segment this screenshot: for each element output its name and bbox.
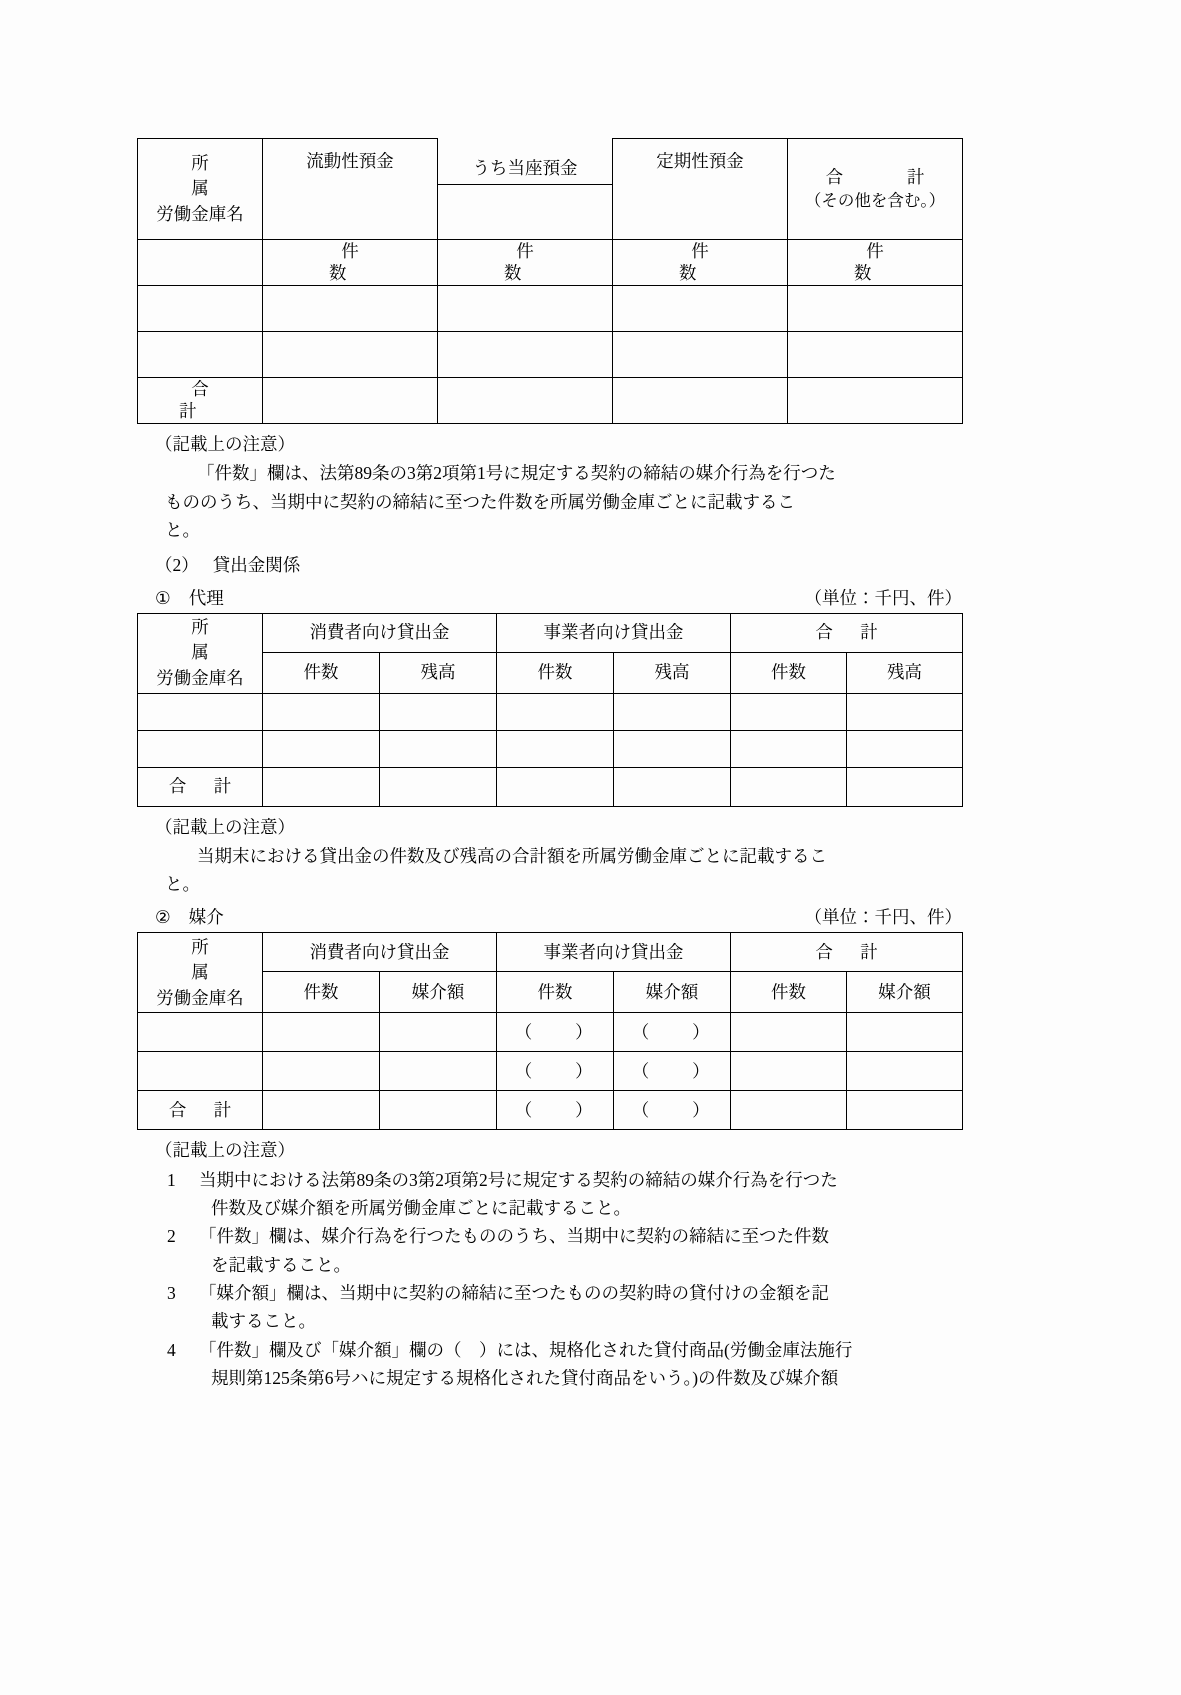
deposit-note-line-2: もののうち、当期中に契約の締結に至つた件数を所属労働金庫ごとに記載するこ	[165, 491, 795, 512]
broker-note-item-3-number: 3	[167, 1283, 176, 1304]
deposit-row-label-line1: 所 属	[191, 152, 318, 199]
deposit-row2-c3[interactable]	[613, 332, 788, 378]
subsection-agency-heading	[155, 585, 962, 610]
subsection-broker-title: 媒介	[188, 907, 224, 928]
agency-sub-total-count: 件数	[731, 652, 847, 693]
subsection-agency-title: 代理	[188, 587, 224, 608]
agency-total-c4[interactable]	[614, 767, 731, 806]
deposit-row2-c1[interactable]	[263, 332, 438, 378]
subsection-broker-left	[155, 904, 224, 929]
agency-total-label: 合 計	[138, 767, 263, 806]
broker-note-item-3-text	[199, 1279, 962, 1336]
table-row[interactable]	[138, 286, 963, 332]
agency-note-body	[137, 842, 962, 899]
agency-row-label-line2: 労働金庫名	[156, 667, 244, 688]
agency-table	[137, 613, 963, 807]
table-row[interactable]	[138, 693, 963, 730]
subsection-broker-unit: （単位：千円、件）	[804, 907, 962, 928]
broker-row2-c4[interactable]: （ ）	[614, 1052, 731, 1091]
broker-row2-c6[interactable]	[847, 1052, 963, 1091]
broker-note-item-2-line-2: を記載すること。	[211, 1254, 351, 1275]
deposit-col-total-note: （その他を含む。）	[804, 190, 946, 210]
deposit-unit-liquid-sub: 件 数	[438, 240, 613, 286]
agency-total-c6[interactable]	[847, 767, 963, 806]
deposit-row2-c4[interactable]	[788, 332, 963, 378]
agency-total-c3[interactable]	[497, 767, 614, 806]
deposit-total-row[interactable]	[138, 378, 963, 424]
broker-sub-consumer-amount: 媒介額	[380, 972, 497, 1013]
table-row[interactable]	[138, 1052, 963, 1091]
broker-col-business-header: 事業者向け貸出金	[497, 933, 731, 972]
deposit-row-label-line2: 労働金庫名	[156, 203, 244, 224]
deposit-total-c2[interactable]	[438, 378, 613, 424]
broker-total-c1[interactable]	[263, 1091, 380, 1130]
broker-row-label-line2: 労働金庫名	[156, 987, 244, 1008]
deposit-row2-c2[interactable]	[438, 332, 613, 378]
deposit-row-label-header	[138, 139, 318, 240]
broker-row2-c1[interactable]	[263, 1052, 380, 1091]
agency-row1-c3[interactable]	[497, 693, 614, 730]
agency-sub-consumer-count: 件数	[263, 652, 380, 693]
deposit-note-line-3: と。	[165, 519, 200, 540]
section-loan-number: （2）	[155, 555, 199, 576]
agency-row2-label[interactable]	[138, 730, 263, 767]
deposit-unit-row	[138, 240, 963, 286]
deposit-row1-c2[interactable]	[438, 286, 613, 332]
deposit-unit-total: 件 数	[788, 240, 963, 286]
broker-row-label-line1: 所 属	[191, 936, 318, 983]
agency-col-business-header: 事業者向け貸出金	[497, 613, 731, 652]
agency-sub-consumer-balance: 残高	[380, 652, 497, 693]
broker-total-label: 合 計	[138, 1091, 263, 1130]
broker-row2-c5[interactable]	[731, 1052, 847, 1091]
deposit-note-heading: （記載上の注意）	[155, 434, 295, 454]
broker-row1-c5[interactable]	[731, 1013, 847, 1052]
agency-note-heading: （記載上の注意）	[155, 816, 295, 837]
document-content	[137, 138, 993, 1392]
deposit-col-time-header-spacer	[613, 184, 788, 240]
broker-note-item-4-line-2: 規則第125条第6号ハに規定する規格化された貸付商品をいう。)の件数及び媒介額	[211, 1368, 839, 1389]
agency-row1-c5[interactable]	[731, 693, 847, 730]
broker-sub-consumer-count: 件数	[263, 972, 380, 1013]
broker-total-c6[interactable]	[847, 1091, 963, 1130]
broker-sub-total-amount: 媒介額	[847, 972, 963, 1013]
deposit-col-liquid-sub-header: うち当座預金	[438, 139, 613, 185]
broker-header-row-1	[138, 933, 963, 972]
agency-note-line-1: 当期末における貸出金の件数及び残高の合計額を所属労働金庫ごとに記載するこ	[197, 845, 827, 866]
broker-total-c3[interactable]: （ ）	[497, 1091, 614, 1130]
subsection-agency-unit: （単位：千円、件）	[804, 587, 962, 608]
deposit-row1-c3[interactable]	[613, 286, 788, 332]
deposit-col-total-header	[788, 139, 963, 240]
broker-note-item-1	[167, 1166, 962, 1223]
broker-row1-c3[interactable]: （ ）	[497, 1013, 614, 1052]
table-row[interactable]	[138, 332, 963, 378]
agency-total-row[interactable]	[138, 767, 963, 806]
deposit-unit-time: 件 数	[613, 240, 788, 286]
broker-sub-business-amount: 媒介額	[614, 972, 731, 1013]
deposit-table	[137, 138, 993, 424]
broker-note-item-3	[167, 1279, 962, 1336]
section-loan-title: 貸出金関係	[212, 555, 301, 576]
deposit-col-total-label: 合 計	[825, 167, 935, 188]
subsection-broker-number: ②	[155, 907, 171, 928]
broker-note-item-1-number: 1	[167, 1169, 176, 1190]
broker-note-item-2-line-1: 「件数」欄は、媒介行為を行つたもののうち、当期中に契約の締結に至つた件数	[199, 1226, 829, 1247]
broker-note-item-3-line-2: 載すること。	[211, 1311, 316, 1332]
broker-note-item-4	[167, 1336, 962, 1393]
broker-note-item-1-text	[199, 1166, 962, 1223]
subsection-agency-left	[155, 585, 224, 610]
agency-row2-c3[interactable]	[497, 730, 614, 767]
deposit-col-time-header: 定期性預金	[613, 139, 788, 185]
broker-sub-total-count: 件数	[731, 972, 847, 1013]
subsection-agency-number: ①	[155, 587, 171, 608]
subsection-broker-heading	[155, 904, 962, 929]
agency-row2-c1[interactable]	[263, 730, 380, 767]
broker-row1-c4[interactable]: （ ）	[614, 1013, 731, 1052]
deposit-note-body	[137, 459, 962, 544]
section-loan-heading	[155, 552, 962, 578]
agency-row2-c6[interactable]	[847, 730, 963, 767]
broker-total-c5[interactable]	[731, 1091, 847, 1130]
agency-row2-c4[interactable]	[614, 730, 731, 767]
agency-row2-c2[interactable]	[380, 730, 497, 767]
broker-note-heading: （記載上の注意）	[155, 1140, 295, 1161]
agency-row1-c1[interactable]	[263, 693, 380, 730]
broker-note-item-2	[167, 1222, 962, 1279]
agency-row1-label[interactable]	[138, 693, 263, 730]
agency-header-row-1	[138, 613, 963, 652]
broker-note-body	[137, 1166, 962, 1393]
agency-sub-total-balance: 残高	[847, 652, 963, 693]
broker-note-item-2-text	[199, 1222, 962, 1279]
agency-col-consumer-header: 消費者向け貸出金	[263, 613, 497, 652]
broker-row-label-header	[138, 933, 318, 1013]
deposit-total-c3[interactable]	[613, 378, 788, 424]
broker-row1-c1[interactable]	[263, 1013, 380, 1052]
broker-row2-label[interactable]	[138, 1052, 263, 1091]
agency-sub-business-balance: 残高	[614, 652, 731, 693]
agency-total-c1[interactable]	[263, 767, 380, 806]
agency-row-label-header	[138, 613, 318, 693]
broker-row2-c3[interactable]: （ ）	[497, 1052, 614, 1091]
agency-col-total-header: 合 計	[731, 613, 963, 652]
deposit-unit-liquid: 件 数	[263, 240, 438, 286]
agency-row1-c2[interactable]	[380, 693, 497, 730]
broker-col-consumer-header: 消費者向け貸出金	[263, 933, 497, 972]
broker-note-item-1-line-1: 当期中における法第89条の3第2項第2号に規定する契約の締結の媒介行為を行つた	[199, 1169, 838, 1190]
agency-note-line-2: と。	[165, 874, 200, 895]
table-row[interactable]	[138, 730, 963, 767]
broker-note-item-3-line-1: 「媒介額」欄は、当期中に契約の締結に至つたものの契約時の貸付けの金額を記	[199, 1283, 829, 1304]
deposit-row1-label[interactable]	[138, 286, 263, 332]
agency-row2-c5[interactable]	[731, 730, 847, 767]
agency-row1-c4[interactable]	[614, 693, 731, 730]
broker-sub-business-count: 件数	[497, 972, 614, 1013]
agency-row1-c6[interactable]	[847, 693, 963, 730]
agency-total-c2[interactable]	[380, 767, 497, 806]
broker-total-c2[interactable]	[380, 1091, 497, 1130]
broker-total-row[interactable]	[138, 1091, 963, 1130]
deposit-row1-c1[interactable]	[263, 286, 438, 332]
deposit-row1-c4[interactable]	[788, 286, 963, 332]
deposit-col-liquid-header: 流動性預金	[263, 139, 438, 185]
agency-sub-business-count: 件数	[497, 652, 614, 693]
deposit-header-row-1	[138, 139, 963, 185]
table-row[interactable]	[138, 1013, 963, 1052]
broker-note-item-4-text	[199, 1336, 962, 1393]
broker-note-item-1-line-2: 件数及び媒介額を所属労働金庫ごとに記載すること。	[211, 1198, 631, 1219]
broker-row2-c2[interactable]	[380, 1052, 497, 1091]
broker-col-total-header: 合 計	[731, 933, 963, 972]
broker-note-item-4-line-1: 「件数」欄及び「媒介額」欄の（ ）には、規格化された貸付商品(労働金庫法施行	[199, 1339, 853, 1360]
agency-row-label-line1: 所 属	[191, 616, 318, 663]
broker-total-c4[interactable]: （ ）	[614, 1091, 731, 1130]
broker-row1-c6[interactable]	[847, 1013, 963, 1052]
deposit-total-c4[interactable]	[788, 378, 963, 424]
broker-row1-label[interactable]	[138, 1013, 263, 1052]
broker-note-item-2-number: 2	[167, 1226, 176, 1247]
broker-table	[137, 932, 963, 1130]
broker-row1-c2[interactable]	[380, 1013, 497, 1052]
deposit-total-label: 合 計	[138, 378, 263, 424]
broker-note-item-4-number: 4	[167, 1339, 176, 1360]
deposit-row2-label[interactable]	[138, 332, 263, 378]
deposit-note-line-1: 「件数」欄は、法第89条の3第2項第1号に規定する契約の締結の媒介行為を行つた	[197, 463, 836, 484]
agency-total-c5[interactable]	[731, 767, 847, 806]
